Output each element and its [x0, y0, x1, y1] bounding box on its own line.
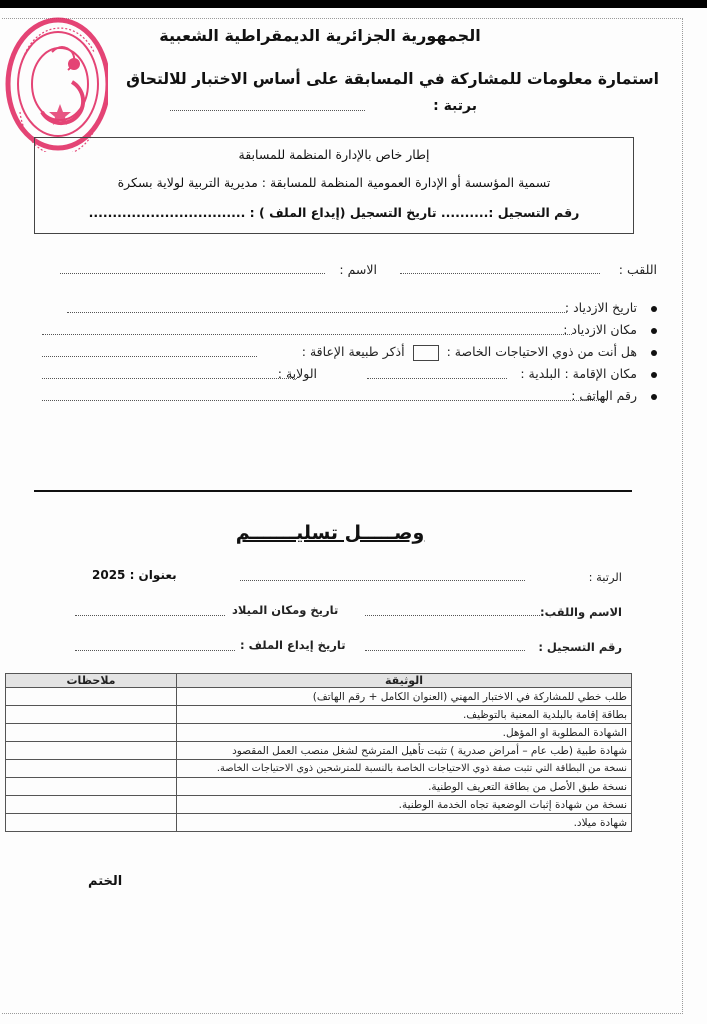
table-row [6, 814, 632, 832]
receipt-name-field[interactable] [365, 607, 540, 616]
wilaya-label: الولاية : [277, 366, 317, 381]
receipt-year: بعنوان : 2025 [92, 568, 177, 582]
list-item-birth-date [27, 300, 707, 322]
document-cell: الشهادة المطلوبة او المؤهل. [177, 724, 632, 742]
notes-cell[interactable] [6, 742, 177, 760]
table-row [6, 796, 632, 814]
receipt-name-label: الاسم واللقب: [540, 605, 622, 619]
surname-field[interactable] [400, 263, 600, 274]
birth-date-field[interactable] [67, 312, 567, 313]
disability-nature-field[interactable] [42, 356, 257, 357]
table-row [6, 742, 632, 760]
wilaya-field[interactable] [42, 378, 297, 379]
document-header: الوثيقة [177, 674, 632, 688]
receipt-deposit-field[interactable] [75, 642, 235, 651]
receipt-deposit-label: تاريخ إيداع الملف : [240, 638, 346, 652]
name-label: الاسم : [339, 262, 377, 277]
surname-label: اللقب : [618, 262, 657, 277]
table-row [6, 706, 632, 724]
notes-header: ملاحظات [6, 674, 177, 688]
birth-place-field[interactable] [42, 334, 572, 335]
document-cell: طلب خطي للمشاركة في الاختبار المهني (العنوان الكامل + رقم الهاتف) [177, 688, 632, 706]
registration-line: رقم التسجيل :.......... تاريخ التسجيل (إيداع الملف ) : ................................. [88, 205, 580, 220]
admin-box [34, 137, 634, 234]
admin-box-heading: إطار خاص بالإدارة المنظمة للمسابقة [238, 147, 430, 162]
notes-cell[interactable] [6, 706, 177, 724]
document-cell: شهادة ميلاد. [177, 814, 632, 832]
list-item-special-needs [27, 344, 707, 366]
top-black-band [0, 0, 707, 8]
list-item-residence [27, 366, 707, 388]
receipt-rank-field[interactable] [240, 572, 525, 581]
municipality-label: مكان الإقامة : البلدية : [520, 366, 637, 381]
name-field[interactable] [60, 263, 325, 274]
notes-cell[interactable] [6, 724, 177, 742]
form-title: استمارة معلومات للمشاركة في المسابقة على أساس الاختبار للالتحاق [126, 70, 659, 88]
table-row [6, 724, 632, 742]
notes-cell[interactable] [6, 688, 177, 706]
notes-cell[interactable] [6, 796, 177, 814]
table-row [6, 760, 632, 778]
rank-field[interactable] [170, 110, 365, 111]
bullet-icon [651, 372, 657, 378]
special-needs-line [302, 344, 637, 361]
seal-label: الختم [88, 874, 123, 889]
list-item-birth-place [27, 322, 707, 344]
receipt-birth-field[interactable] [75, 607, 225, 616]
notes-cell[interactable] [6, 760, 177, 778]
table-row [6, 778, 632, 796]
notes-cell[interactable] [6, 778, 177, 796]
document-cell: بطاقة إقامة بالبلدية المعنية بالتوظيف. [177, 706, 632, 724]
section-divider [34, 490, 632, 492]
municipality-field[interactable] [367, 378, 507, 379]
list-item-phone [27, 388, 707, 410]
table-header-row [6, 674, 632, 688]
document-cell: نسخة من شهادة إثبات الوضعية تجاه الخدمة الوطنية. [177, 796, 632, 814]
rank-label: برتبة : [433, 98, 477, 114]
country-title: الجمهورية الجزائرية الديمقراطية الشعبية [159, 26, 481, 45]
disability-nature-label: أذكر طبيعة الإعاقة : [301, 344, 405, 359]
receipt-reg-field[interactable] [365, 642, 525, 651]
documents-table [5, 673, 632, 832]
bullet-icon [651, 350, 657, 356]
document-cell: شهادة طبية (طب عام – أمراض صدرية ) تثبت تأهيل المترشح لشغل منصب العمل المقصود [177, 742, 632, 760]
phone-field[interactable] [42, 400, 607, 401]
bullet-icon [651, 328, 657, 334]
receipt-title: وصـــــل تسليـــــــم [235, 522, 425, 544]
special-needs-label: هل أنت من ذوي الاحتياجات الخاصة : [446, 344, 637, 359]
notes-cell[interactable] [6, 814, 177, 832]
special-needs-checkbox[interactable] [413, 345, 439, 361]
receipt-reg-label: رقم التسجيل : [538, 640, 622, 654]
bullet-icon [651, 306, 657, 312]
birth-date-label: تاريخ الازدياد : [564, 300, 637, 315]
organizer-line: تسمية المؤسسة أو الإدارة العمومية المنظمة للمسابقة : مديرية التربية لولاية بسكرة [117, 175, 551, 190]
receipt-birth-label: تاريخ ومكان الميلاد [232, 603, 339, 617]
phone-label: رقم الهاتف : [571, 388, 637, 403]
personal-info-list [27, 300, 707, 410]
table-row [6, 688, 632, 706]
document-cell: نسخة طبق الأصل من بطاقة التعريف الوطنية. [177, 778, 632, 796]
bullet-icon [651, 394, 657, 400]
birth-place-label: مكان الازدياد : [563, 322, 637, 337]
document-cell: نسخة من البطاقة التي تثبت صفة ذوي الاحتياجات الخاصة بالنسبة للمترشحين ذوي الاحتياجات الخاصة. [177, 760, 632, 778]
receipt-rank-label: الرتبة : [588, 570, 622, 584]
